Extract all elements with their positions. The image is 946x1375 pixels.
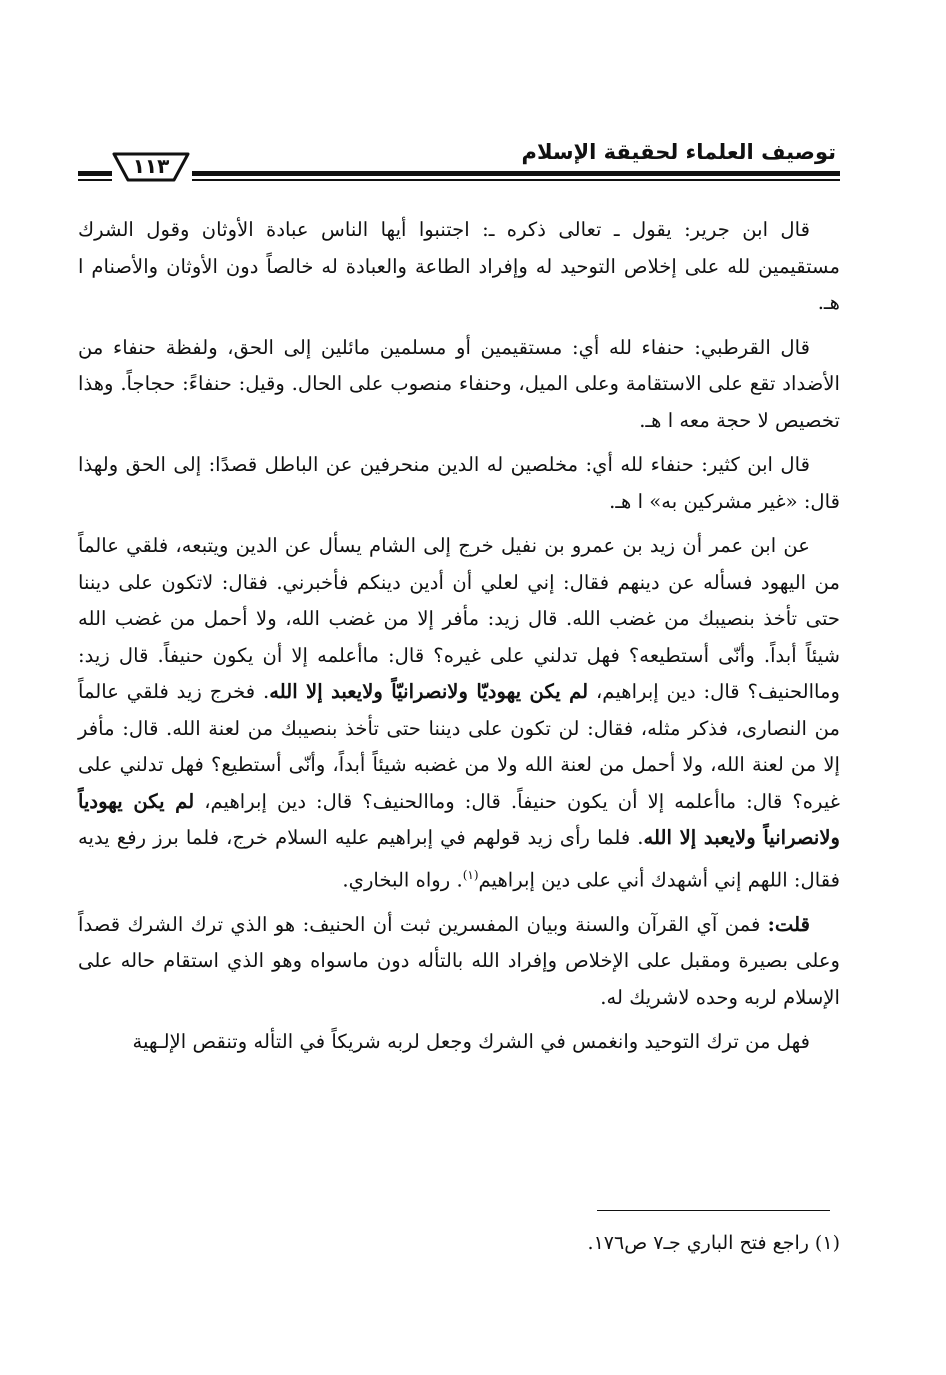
footnote-reference: (١) — [462, 867, 479, 882]
hadith-text-part-3: . فلما رأى زيد قولهم في إبراهيم عليه السلام خرج، فلما برز رفع يديه فقال: اللهم إني أشهدك أني على دين إبراهيم — [78, 826, 840, 892]
footnote-divider — [597, 1210, 830, 1211]
header-rule-thick — [192, 171, 840, 176]
hadith-bold-phrase-2: لم يكن يهودياً ولانصرانياً ولايعبد إلا الله — [78, 789, 840, 849]
paragraph-conclusion — [78, 907, 840, 1017]
conclusion-lead: قلت: — [767, 912, 810, 936]
header-rule-left-thick — [78, 171, 112, 176]
body-text — [78, 212, 840, 1069]
running-header-title: توصيف العلماء لحقيقة الإسلام — [521, 140, 836, 164]
paragraph-qurtubi: قال القرطبي: حنفاء لله أي: مستقيمين أو مسلمين مائلين إلى الحق، ولفظة حنفاء من الأضداد تقع على الاستقامة وعلى الميل، وحنفاء منصوب على الحال. وقيل: حنفاءً: حجاجاً. وهذا تخصيص لا حجة معه ا هـ. — [78, 335, 840, 432]
hadith-text-part-2: . فخرج زيد فلقي عالماً من النصارى، فذكر مثله، فقال: لن تكون على ديننا حتى تأخذ بنصيبك من لعنة الله. قال: مأفر إلا من لعنة الله، ولا أحمل من لعنة الله ولا من غضبه شيئاً أبداً، وأنّى أستطيع؟ فهل تدلني على غيره؟ قال: ماأعلمه إلا أن يكون حنيفاً. قال: وماالحنيف؟ قال: دين إبراهيم، — [78, 680, 840, 813]
hadith-text-part-1: عن ابن عمر أن زيد بن عمرو بن نفيل خرج إلى الشام يسأل عن الدين ويتبعه، فلقي عالماً من اليهود فسأله عن دينهم فقال: إني لعلي أن أدين دينكم فأخبرني. فقال: لاتكون على ديننا حتى تأخذ بنصيبك من غضب الله. قال زيد: مأفر إلا من غضب الله، ولا أحمل من غضب الله شيئاً أبداً. وأنّى أستطيعه؟ فهل تدلني على غيره؟ قال: ماأعلمه إلا أن يكون حنيفاً. قال زيد: وماالحنيف؟ قال: دين إبراهيم، — [78, 534, 840, 703]
paragraph-ibn-kathir: قال ابن كثير: حنفاء لله أي: مخلصين له الدين منحرفين عن الباطل قصدًا: إلى الحق ولهذا قال: «غير مشركين به» ا هـ. — [78, 453, 840, 513]
hadith-bold-phrase-1: لم يكن يهوديّا ولانصرانيّاً ولايعبد إلا الله — [269, 680, 589, 703]
conclusion-text: فمن آي القرآن والسنة وبيان المفسرين ثبت أن الحنيف: هو الذي ترك الشرك قصداً وعلى بصيرة ومقبل على الإخلاص وإفراد الله بالتأله دون ماسواه وهو الذي استقام حاله على الإسلام لربه وحده لاشريك له. — [78, 912, 840, 1009]
page-number: ١١٣ — [132, 154, 170, 178]
footnote: (١) راجع فتح الباري جـ٧ ص١٧٦. — [587, 1232, 840, 1254]
paragraph-hadith-zayd — [78, 528, 840, 899]
paragraph-question: فهل من ترك التوحيد وانغمس في الشرك وجعل لربه شريكاً في التأله وتنقص الإلـهية — [132, 1030, 810, 1054]
paragraph-ibn-jarir: قال ابن جرير: يقول ـ تعالى ذكره ـ: اجتنبوا أيها الناس عبادة الأوثان وقول الشرك مستقيمين لله على إخلاص التوحيد له وإفراد الطاعة والعبادة له خالصاً دون الأوثان والأصنام ا هـ. — [78, 218, 840, 314]
hadith-text-part-4: . رواه البخاري. — [342, 868, 463, 892]
page-number-badge — [112, 152, 190, 182]
header-rule-left-thin — [78, 179, 112, 181]
header-rule-thin — [192, 179, 840, 181]
